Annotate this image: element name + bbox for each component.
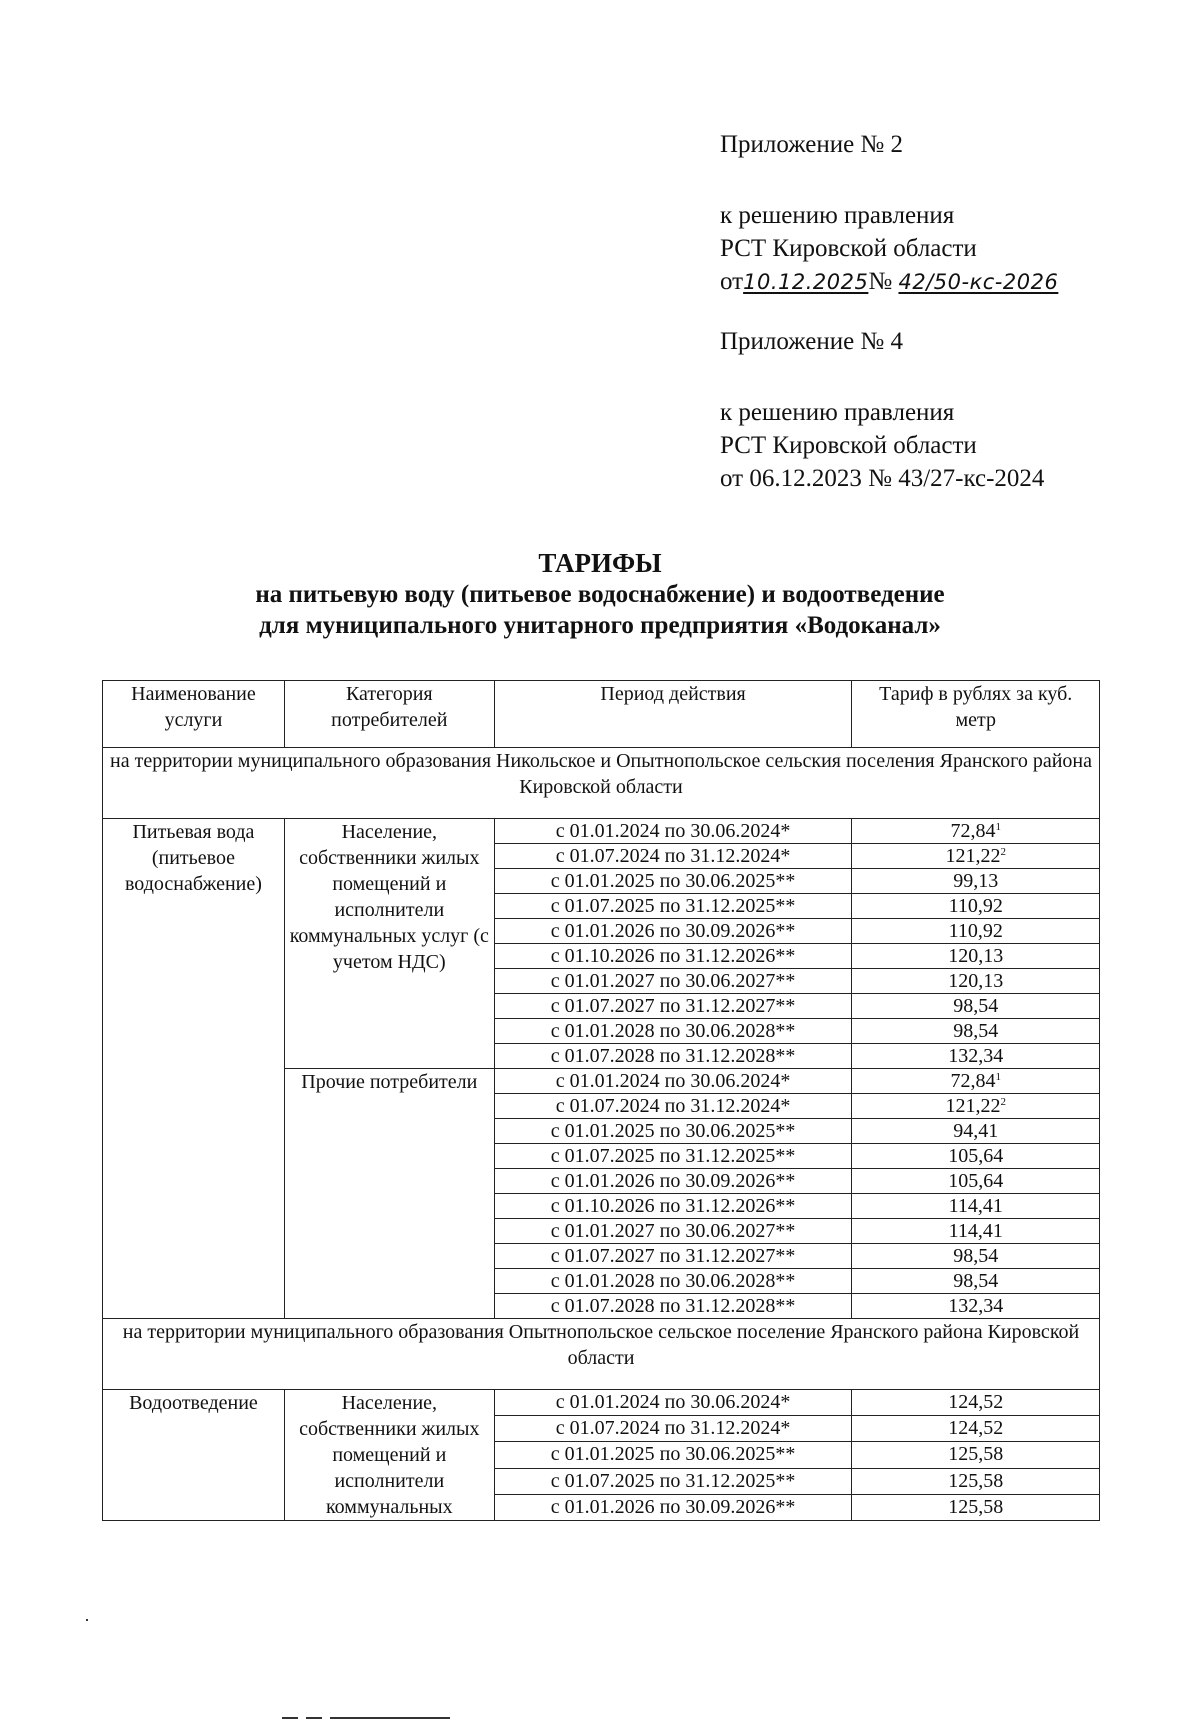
- tariff-cell: [852, 1416, 1100, 1442]
- tariff-value: 121,22: [945, 845, 1001, 867]
- tariff-value: 121,22: [945, 1095, 1001, 1117]
- period-cell: с 01.07.2024 по 31.12.2024*: [494, 844, 852, 869]
- period-cell: с 01.07.2027 по 31.12.2027**: [494, 994, 852, 1019]
- column-header: Тариф в рублях за куб. метр: [852, 681, 1100, 748]
- appendix-new-title: Приложение № 2: [720, 131, 904, 158]
- period-cell: с 01.10.2026 по 31.12.2026**: [494, 944, 852, 969]
- period-cell: с 01.01.2024 по 30.06.2024*: [494, 819, 852, 844]
- territory-row: [103, 748, 1100, 819]
- period-cell: с 01.01.2025 по 30.06.2025**: [494, 1119, 852, 1144]
- table-row: [103, 819, 1100, 844]
- appendix-old-title: Приложение № 4: [720, 328, 904, 355]
- tariff-cell: [852, 994, 1100, 1019]
- period-cell: с 01.07.2027 по 31.12.2027**: [494, 1244, 852, 1269]
- tariff-cell: [852, 1144, 1100, 1169]
- tariff-value: 99,13: [953, 870, 999, 892]
- appendix-new-line1: к решению правления: [720, 202, 955, 229]
- period-cell: с 01.01.2026 по 30.09.2026**: [494, 1169, 852, 1194]
- tariff-value: 132,34: [948, 1045, 1004, 1067]
- appendix-new-prefix: от: [720, 268, 744, 295]
- column-header: Период действия: [494, 681, 852, 748]
- tariff-cell: [852, 1069, 1100, 1094]
- period-cell: с 01.01.2026 по 30.09.2026**: [494, 1494, 852, 1520]
- tariff-cell: [852, 844, 1100, 869]
- tariff-cell: [852, 1019, 1100, 1044]
- handwritten-date: 10.12.2025: [743, 270, 869, 294]
- tariff-value: 110,92: [948, 895, 1003, 917]
- footnote-mark: 1: [995, 1071, 1001, 1083]
- scan-speck: [86, 1619, 88, 1621]
- service-name: Водоотведение: [103, 1390, 285, 1521]
- appendix-old-line3: от 06.12.2023 № 43/27-кс-2024: [720, 465, 1045, 492]
- tariff-cell: [852, 1442, 1100, 1468]
- tariff-value: 98,54: [953, 995, 999, 1017]
- tariff-table: [102, 680, 1100, 1521]
- period-cell: с 01.01.2028 по 30.06.2028**: [494, 1019, 852, 1044]
- period-cell: с 01.01.2025 по 30.06.2025**: [494, 1442, 852, 1468]
- tariff-value: 105,64: [948, 1170, 1004, 1192]
- tariff-cell: [852, 1169, 1100, 1194]
- tariff-cell: [852, 944, 1100, 969]
- period-cell: с 01.07.2025 по 31.12.2025**: [494, 894, 852, 919]
- column-header: Категория потребителей: [284, 681, 494, 748]
- tariff-cell: [852, 969, 1100, 994]
- tariff-cell: [852, 1219, 1100, 1244]
- appendix-old-line1: к решению правления: [720, 399, 955, 426]
- period-cell: с 01.10.2026 по 31.12.2026**: [494, 1194, 852, 1219]
- tariff-cell: [852, 1244, 1100, 1269]
- period-cell: с 01.01.2027 по 30.06.2027**: [494, 969, 852, 994]
- document-title: [100, 548, 1100, 641]
- tariff-cell: [852, 1044, 1100, 1069]
- tariff-value: 105,64: [948, 1145, 1004, 1167]
- tariff-value: 125,58: [948, 1495, 1004, 1518]
- tariff-value: 125,58: [948, 1469, 1004, 1492]
- tariff-value: 98,54: [953, 1270, 999, 1292]
- period-cell: с 01.07.2028 по 31.12.2028**: [494, 1294, 852, 1319]
- tariff-cell: [852, 1194, 1100, 1219]
- appendix-new-line2: РСТ Кировской области: [720, 235, 977, 262]
- tariff-cell: [852, 919, 1100, 944]
- tariff-cell: [852, 1294, 1100, 1319]
- tariff-cell: [852, 1468, 1100, 1494]
- territory-row: [103, 1319, 1100, 1390]
- tariff-value: 72,84: [950, 820, 996, 842]
- period-cell: с 01.01.2026 по 30.09.2026**: [494, 919, 852, 944]
- period-cell: с 01.07.2024 по 31.12.2024*: [494, 1094, 852, 1119]
- tariff-cell: [852, 1094, 1100, 1119]
- tariff-cell: [852, 819, 1100, 844]
- tariff-value: 72,84: [950, 1070, 996, 1092]
- title-main: ТАРИФЫ: [538, 548, 662, 578]
- number-sign: №: [868, 268, 893, 295]
- tariff-value: 110,92: [948, 920, 1003, 942]
- table-row: [103, 1390, 1100, 1416]
- period-cell: с 01.01.2024 по 30.06.2024*: [494, 1390, 852, 1416]
- tariff-cell: [852, 1390, 1100, 1416]
- tariff-cell: [852, 1494, 1100, 1520]
- period-cell: с 01.01.2027 по 30.06.2027**: [494, 1219, 852, 1244]
- period-cell: с 01.01.2024 по 30.06.2024*: [494, 1069, 852, 1094]
- appendix-old-line2: РСТ Кировской области: [720, 432, 977, 459]
- footnote-mark: 1: [995, 821, 1001, 833]
- scan-mark: [330, 1717, 450, 1719]
- period-cell: с 01.01.2025 по 30.06.2025**: [494, 869, 852, 894]
- scan-mark: [306, 1717, 322, 1719]
- title-line1: на питьевую воду (питьевое водоснабжение) и водоотведение: [255, 581, 945, 608]
- tariff-value: 98,54: [953, 1245, 999, 1267]
- appendix-new-ref: [720, 265, 1058, 299]
- consumer-category: Прочие потребители: [284, 1069, 494, 1319]
- tariff-value: 124,52: [948, 1417, 1004, 1440]
- territory-heading: на территории муниципального образования Никольское и Опытнопольское сельския поселения Яранского района Кировской области: [103, 748, 1100, 819]
- tariff-cell: [852, 1269, 1100, 1294]
- tariff-value: 132,34: [948, 1295, 1004, 1317]
- consumer-category: Население, собственники жилых помещений и исполнители коммунальных услуг (с учетом НДС): [284, 819, 494, 1069]
- scan-mark: [282, 1717, 298, 1719]
- tariff-value: 120,13: [948, 970, 1004, 992]
- tariff-value: 98,54: [953, 1020, 999, 1042]
- period-cell: с 01.01.2028 по 30.06.2028**: [494, 1269, 852, 1294]
- tariff-value: 94,41: [953, 1120, 999, 1142]
- period-cell: с 01.07.2024 по 31.12.2024*: [494, 1416, 852, 1442]
- footnote-mark: 2: [1000, 1096, 1006, 1108]
- title-line2: для муниципального унитарного предприятия «Водоканал»: [259, 612, 941, 639]
- appendix-old-block: [720, 325, 1044, 495]
- territory-heading: на территории муниципального образования Опытнопольское сельское поселение Яранского района Кировской области: [103, 1319, 1100, 1390]
- period-cell: с 01.07.2028 по 31.12.2028**: [494, 1044, 852, 1069]
- table-header-row: [103, 681, 1100, 748]
- handwritten-number: 42/50-кс-2026: [898, 270, 1059, 294]
- tariff-value: 125,58: [948, 1443, 1004, 1466]
- tariff-value: 124,52: [948, 1391, 1004, 1413]
- service-name: Питьевая вода (питьевое водоснабжение): [103, 819, 285, 1319]
- period-cell: с 01.07.2025 по 31.12.2025**: [494, 1468, 852, 1494]
- footnote-mark: 2: [1000, 846, 1006, 858]
- tariff-value: 120,13: [948, 945, 1004, 967]
- period-cell: с 01.07.2025 по 31.12.2025**: [494, 1144, 852, 1169]
- appendix-new-block: [720, 128, 1058, 299]
- consumer-category: Население, собственники жилых помещений и исполнители коммунальных: [284, 1390, 494, 1521]
- tariff-cell: [852, 894, 1100, 919]
- tariff-value: 114,41: [948, 1220, 1003, 1242]
- tariff-value: 114,41: [948, 1195, 1003, 1217]
- tariff-cell: [852, 1119, 1100, 1144]
- tariff-cell: [852, 869, 1100, 894]
- column-header: Наименование услуги: [103, 681, 285, 748]
